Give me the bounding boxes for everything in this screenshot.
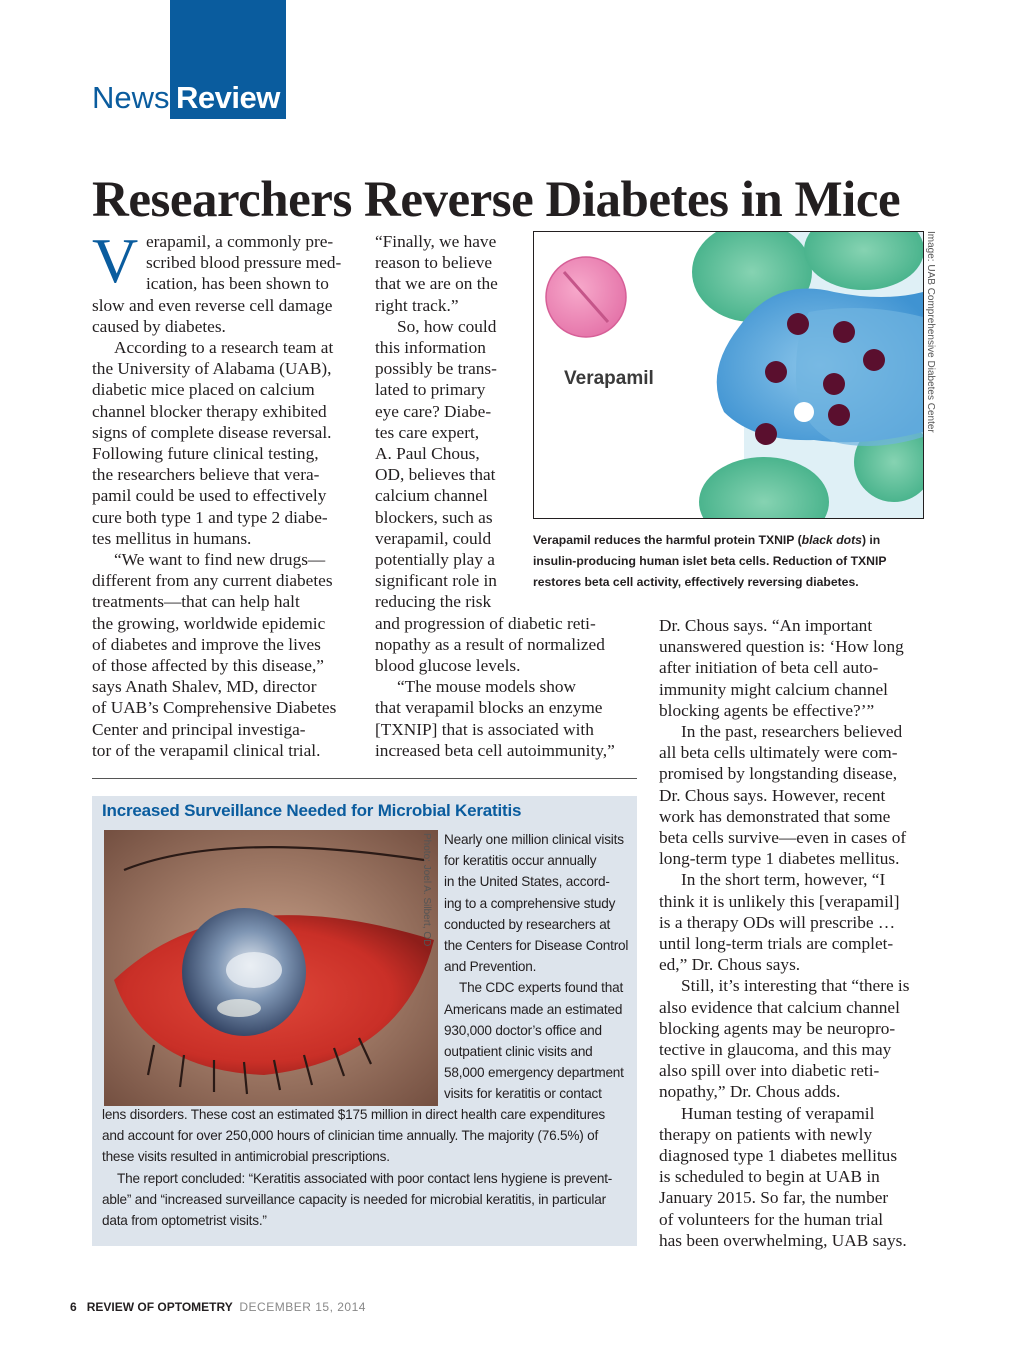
text-line: diagnosed type 1 diabetes mellitus: [659, 1146, 898, 1166]
text-line: conducted by researchers at: [444, 916, 611, 932]
text-line: these visits resulted in antimicrobial prescriptions.: [102, 1149, 390, 1165]
text-line: and Prevention.: [444, 959, 537, 975]
text-line: reason to believe: [375, 253, 493, 273]
text-line: verapamil, could: [375, 528, 492, 548]
text-line: data from optometrist visits.”: [102, 1213, 267, 1229]
text-line: work has demonstrated that some: [659, 806, 891, 826]
text-line: of those affected by this disease,”: [92, 656, 324, 676]
text-line: immunity might calcium channel: [659, 679, 888, 699]
text-line: tor of the verapamil clinical trial.: [92, 740, 321, 760]
text-line: Americans made an estimated: [444, 1001, 623, 1017]
text-line: Center and principal investiga-: [92, 719, 306, 739]
text-line: nopathy as a result of normalized: [375, 634, 605, 654]
text-line: after initiation of beta cell auto-: [659, 658, 879, 678]
article-column-1: [92, 225, 362, 761]
issue-date: DECEMBER 15, 2014: [239, 1300, 366, 1314]
text-line: ication, has been shown to: [146, 274, 329, 294]
text-line: increased beta cell autoimmunity,”: [375, 740, 615, 760]
text-line: diabetic mice placed on calcium: [92, 380, 315, 400]
text-line: “Finally, we have: [375, 232, 497, 251]
sidebar-title: Increased Surveillance Needed for Microbial Keratitis: [102, 801, 522, 820]
text-line: reducing the risk: [375, 592, 492, 612]
verapamil-figure: [533, 231, 924, 519]
photo-credit: [420, 833, 436, 983]
text-line: this information: [375, 338, 486, 358]
text-line: blocking agents be effective?’”: [659, 700, 875, 720]
figure-caption: [533, 530, 925, 593]
publication-name: REVIEW OF OPTOMETRY: [86, 1300, 233, 1314]
text-line: eye care? Diabe-: [375, 401, 492, 421]
text-line: the growing, worldwide epidemic: [92, 613, 326, 633]
text-line: [TXNIP] that is associated with: [375, 719, 594, 739]
text-line: and progression of diabetic reti-: [375, 613, 596, 633]
text-line: blocking agents may be neuropro-: [659, 1018, 896, 1038]
text-line: ed,” Dr. Chous says.: [659, 955, 801, 975]
text-line: long-term type 1 diabetes mellitus.: [659, 849, 900, 869]
text-line: scribed blood pressure med-: [146, 253, 342, 273]
text-line: unanswered question is: ‘How long: [659, 637, 904, 657]
text-line: blood glucose levels.: [375, 656, 521, 676]
page-number: 6: [70, 1300, 77, 1314]
caption-line: Verapamil reduces the harmful protein TXNIP (black dots) in: [533, 533, 881, 547]
text-line: promised by longstanding disease,: [659, 764, 898, 784]
text-line: potentially play a: [375, 550, 495, 570]
text-line: also spill over into diabetic reti-: [659, 1061, 880, 1081]
text-line: Human testing of verapamil: [681, 1103, 875, 1123]
figure-credit-text: Image: UAB Comprehensive Diabetes Center: [925, 231, 936, 433]
text-line: says Anath Shalev, MD, director: [92, 677, 317, 697]
text-line: cure both type 1 and type 2 diabe-: [92, 507, 328, 527]
text-line: tes care expert,: [375, 422, 480, 442]
headline: Researchers Reverse Diabetes in Mice: [92, 172, 901, 228]
text-line: is scheduled to begin at UAB in: [659, 1167, 880, 1187]
figure-credit: [924, 231, 938, 433]
text-line: “The mouse models show: [397, 677, 577, 697]
text-line: able” and “increased surveillance capacity is needed for microbial keratitis, in particular: [102, 1191, 606, 1207]
text-line: blockers, such as: [375, 507, 493, 527]
keratitis-eye-image: [104, 830, 438, 1106]
text-line: possibly be trans-: [375, 359, 497, 379]
page-footer: [70, 1300, 366, 1314]
text-line: lens disorders. These cost an estimated $175 million in direct health care expenditures: [102, 1107, 605, 1122]
text-line: slow and even reverse cell damage: [92, 295, 333, 315]
text-line: tective in glaucoma, and this may: [659, 1040, 892, 1060]
caption-line: insulin-producing human islet beta cells. Reduction of TXNIP: [533, 554, 887, 568]
text-line: the Centers for Disease Control: [444, 938, 629, 954]
section-label-review: Review: [176, 80, 280, 115]
text-line: of volunteers for the human trial: [659, 1209, 884, 1229]
drop-cap: V: [92, 225, 139, 296]
text-line: the researchers believe that vera-: [92, 465, 320, 485]
text-line: nopathy,” Dr. Chous adds.: [659, 1082, 841, 1102]
text-line: signs of complete disease reversal.: [92, 422, 332, 442]
text-line: “We want to find new drugs—: [114, 550, 326, 570]
sidebar-text-full: [102, 1104, 632, 1231]
text-line: Nearly one million clinical visits: [444, 832, 624, 847]
text-line: of UAB’s Comprehensive Diabetes: [92, 698, 337, 718]
text-line: erapamil, a commonly pre-: [146, 232, 334, 251]
text-line: that verapamil blocks an enzyme: [375, 698, 603, 718]
beta-cell-illustration: [534, 232, 923, 518]
text-line: that we are on the: [375, 274, 498, 294]
text-line: in the United States, accord-: [444, 874, 610, 890]
text-line: 930,000 doctor’s office and: [444, 1022, 602, 1038]
caption-line: restores beta cell activity, effectively reversing diabetes.: [533, 575, 859, 589]
text-line: the University of Alabama (UAB),: [92, 359, 332, 379]
text-line: channel blocker therapy exhibited: [92, 401, 327, 421]
text-line: Still, it’s interesting that “there is: [681, 976, 910, 996]
text-line: has been overwhelming, UAB says.: [659, 1230, 907, 1250]
text-line: also evidence that calcium channel: [659, 997, 900, 1017]
text-line: January 2015. So far, the number: [659, 1188, 889, 1208]
section-divider: [92, 778, 637, 779]
text-line: Dr. Chous says. “An important: [659, 616, 873, 635]
text-line: until long-term trials are complet-: [659, 934, 894, 954]
text-line: treatments—that can help halt: [92, 592, 300, 612]
text-line: outpatient clinic visits and: [444, 1044, 593, 1060]
text-line: OD, believes that: [375, 465, 496, 485]
text-line: beta cells survive—even in cases of: [659, 828, 907, 848]
text-line: Following future clinical testing,: [92, 444, 319, 464]
text-line: According to a research team at: [114, 338, 334, 358]
text-line: is a therapy ODs will prescribe …: [659, 912, 896, 932]
text-line: Dr. Chous says. However, recent: [659, 785, 886, 805]
text-line: 58,000 emergency department: [444, 1065, 624, 1081]
sidebar-text-right: [444, 829, 634, 1105]
text-line: In the short term, however, “I: [681, 870, 886, 890]
text-line: pamil could be used to effectively: [92, 486, 327, 506]
text-line: A. Paul Chous,: [375, 444, 480, 464]
photo-credit-text: Photo: Joel A. Silbert, OD: [421, 833, 432, 947]
section-label-news: News: [92, 80, 170, 115]
text-line: right track.”: [375, 295, 459, 315]
text-line: ing to a comprehensive study: [444, 895, 616, 911]
text-line: all beta cells ultimately were com-: [659, 743, 898, 763]
eye-photo: [104, 830, 438, 1106]
text-line: So, how could: [397, 316, 497, 336]
article-column-3: [659, 615, 929, 1251]
text-line: The CDC experts found that: [459, 980, 624, 996]
text-line: visits for keratitis or contact: [444, 1086, 602, 1102]
text-line: lated to primary: [375, 380, 486, 400]
text-line: and account for over 250,000 hours of clinician time annually. The majority (76.5%) of: [102, 1128, 599, 1144]
text-line: The report concluded: “Keratitis associated with poor contact lens hygiene is prevent-: [117, 1170, 613, 1186]
text-line: of diabetes and improve the lives: [92, 634, 321, 654]
text-line: In the past, researchers believed: [681, 722, 903, 742]
text-line: significant role in: [375, 571, 497, 591]
text-line: caused by diabetes.: [92, 316, 226, 336]
text-line: therapy on patients with newly: [659, 1124, 873, 1144]
text-line: for keratitis occur annually: [444, 853, 597, 869]
text-line: tes mellitus in humans.: [92, 528, 252, 548]
text-line: think it is unlikely this [verapamil]: [659, 891, 900, 911]
text-line: calcium channel: [375, 486, 488, 506]
pill-label: Verapamil: [564, 368, 654, 389]
text-line: different from any current diabetes: [92, 571, 333, 591]
